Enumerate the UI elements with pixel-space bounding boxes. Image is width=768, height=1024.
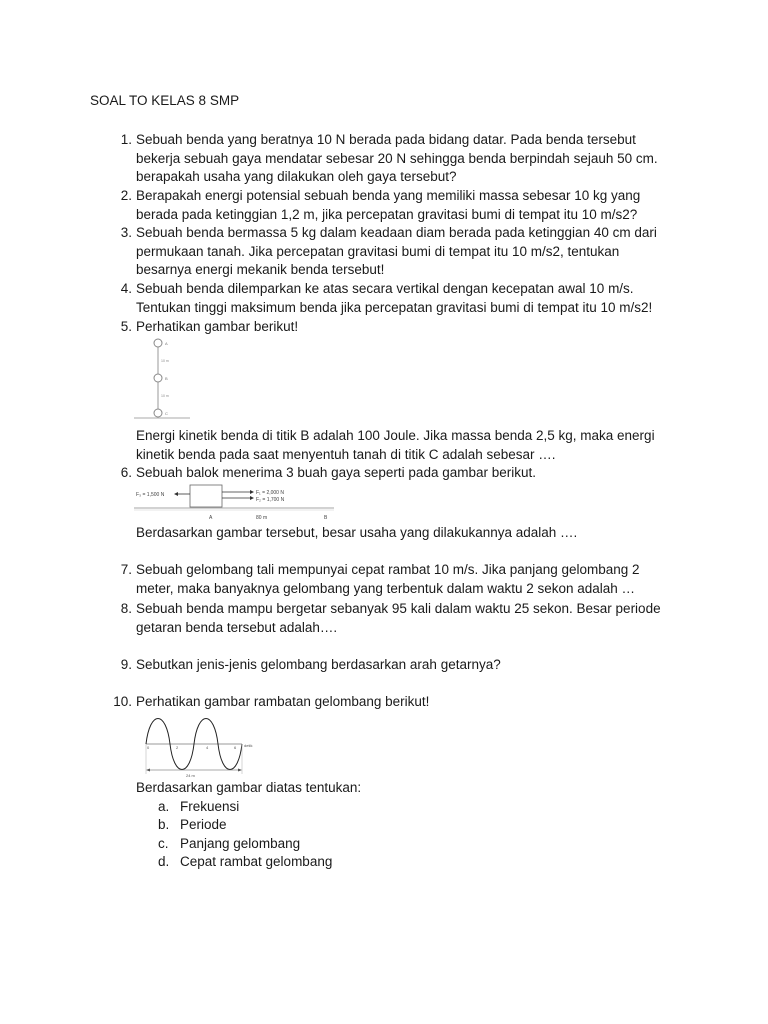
force-f2-label: F₂ = 1,700 N bbox=[256, 497, 285, 503]
figure-wave bbox=[140, 714, 262, 778]
question-line: Sebuah gelombang tali mempunyai cepat rambat 10 m/s. Jika panjang gelombang 2 bbox=[136, 562, 640, 577]
question-line: berapakah usaha yang dilakukan oleh gaya tersebut? bbox=[136, 169, 457, 185]
time-tick-4: 4 bbox=[206, 745, 209, 750]
question-line: Sebuah balok menerima 3 buah gaya seperti pada gambar berikut. bbox=[136, 465, 537, 480]
question-5-continuation bbox=[136, 427, 696, 464]
question-6 bbox=[120, 464, 696, 483]
question-10 bbox=[113, 693, 696, 712]
question-8 bbox=[120, 600, 696, 637]
segment-bc-label: 10 m bbox=[161, 394, 169, 398]
block bbox=[190, 485, 222, 507]
question-number: 7. bbox=[120, 562, 132, 577]
sub-item-text: Cepat rambat gelombang bbox=[180, 854, 333, 869]
sub-item-a bbox=[158, 798, 240, 817]
sub-item-text: Periode bbox=[180, 817, 227, 832]
force-f2-arrowhead bbox=[250, 496, 254, 500]
question-line: Perhatikan gambar berikut! bbox=[136, 319, 299, 334]
question-line: meter, maka banyaknya gelombang yang terbentuk dalam waktu 2 sekon adalah … bbox=[136, 580, 636, 596]
force-f3-arrowhead bbox=[174, 492, 178, 496]
question-line: kinetik benda pada saat menyentuh tanah di titik C adalah sebesar …. bbox=[136, 446, 556, 462]
question-line: Berdasarkan gambar diatas tentukan: bbox=[136, 780, 362, 795]
sub-item-text: Frekuensi bbox=[180, 799, 240, 814]
time-tick-0: 0 bbox=[147, 745, 150, 750]
sub-item-text: Panjang gelombang bbox=[180, 836, 301, 851]
segment-ab-label: 10 m bbox=[161, 359, 169, 363]
force-f1-label: F₁ = 2,000 N bbox=[256, 490, 284, 496]
question-5 bbox=[120, 318, 696, 337]
question-6-continuation bbox=[136, 524, 696, 543]
question-line: berada pada ketinggian 1,2 m, jika percepatan gravitasi bumi di tempat itu 10 m/s2? bbox=[136, 206, 638, 222]
question-number: 4. bbox=[120, 281, 132, 296]
question-1 bbox=[120, 131, 696, 187]
sub-item-b bbox=[158, 816, 227, 835]
question-line: Sebuah benda yang beratnya 10 N berada pada bidang datar. Pada benda tersebut bbox=[136, 132, 636, 147]
sub-item-label: c. bbox=[158, 836, 169, 851]
sub-item-label: a. bbox=[158, 799, 170, 814]
sub-item-label: d. bbox=[158, 854, 170, 869]
question-7 bbox=[120, 561, 696, 598]
question-number: 8. bbox=[120, 601, 132, 616]
label-c: C bbox=[165, 411, 168, 416]
time-unit-label: detik bbox=[244, 743, 253, 748]
question-number: 6. bbox=[120, 465, 132, 480]
figure-vertical-drop bbox=[134, 337, 190, 423]
question-line: Sebuah benda dilemparkan ke atas secara vertikal dengan kecepatan awal 10 m/s. bbox=[136, 281, 634, 296]
force-f1-arrowhead bbox=[250, 490, 254, 494]
question-line: Sebuah benda bermassa 5 kg dalam keadaan diam berada pada ketinggian 40 cm dari bbox=[136, 225, 657, 240]
question-9 bbox=[120, 656, 696, 675]
question-line: bekerja sebuah gaya mendatar sebesar 20 N sehingga benda berpindah sejauh 50 cm. bbox=[136, 150, 658, 166]
question-line: Sebutkan jenis-jenis gelombang berdasarkan arah getarnya? bbox=[136, 657, 501, 672]
question-line: Berdasarkan gambar tersebut, besar usaha yang dilakukannya adalah …. bbox=[136, 525, 578, 540]
question-4 bbox=[120, 280, 696, 317]
sub-item-d bbox=[158, 853, 333, 872]
point-b-label: B bbox=[324, 515, 328, 521]
figure-block-forces bbox=[134, 482, 334, 522]
question-line: permukaan tanah. Jika percepatan gravitasi bumi di tempat itu 10 m/s2, tentukan bbox=[136, 243, 620, 259]
dimension-arrow-right bbox=[238, 769, 242, 772]
distance-label: 80 m bbox=[256, 515, 268, 521]
question-number: 10. bbox=[113, 694, 132, 709]
document-title: SOAL TO KELAS 8 SMP bbox=[90, 93, 240, 108]
question-line: Tentukan tinggi maksimum benda jika percepatan gravitasi bumi di tempat itu 10 m/s2! bbox=[136, 299, 653, 315]
label-b: B bbox=[165, 376, 168, 381]
question-line: Berapakah energi potensial sebuah benda yang memiliki massa sebesar 10 kg yang bbox=[136, 188, 641, 203]
question-10-continuation bbox=[136, 779, 696, 798]
point-b-marker bbox=[154, 374, 162, 382]
question-number: 3. bbox=[120, 225, 132, 240]
question-line: getaran benda tersebut adalah…. bbox=[136, 619, 338, 635]
time-tick-6: 6 bbox=[234, 745, 237, 750]
point-c-marker bbox=[154, 409, 162, 417]
point-a-label: A bbox=[209, 515, 213, 521]
question-number: 9. bbox=[120, 657, 132, 672]
question-number: 5. bbox=[120, 319, 132, 334]
time-tick-2: 2 bbox=[176, 745, 179, 750]
dimension-arrow-left bbox=[146, 769, 150, 772]
question-number: 1. bbox=[120, 132, 132, 147]
question-line: Perhatikan gambar rambatan gelombang berikut! bbox=[136, 694, 430, 709]
label-a: A bbox=[165, 341, 168, 346]
question-line: besarnya energi mekanik benda tersebut! bbox=[136, 262, 385, 278]
sub-item-label: b. bbox=[158, 817, 170, 832]
sub-item-c bbox=[158, 835, 301, 854]
question-2 bbox=[120, 187, 696, 224]
question-number: 2. bbox=[120, 188, 132, 203]
question-line: Energi kinetik benda di titik B adalah 100 Joule. Jika massa benda 2,5 kg, maka energi bbox=[136, 428, 655, 443]
question-3 bbox=[120, 224, 696, 280]
force-f3-label: F₃ = 1,500 N bbox=[136, 492, 165, 498]
wavelength-label: 24 m bbox=[186, 773, 195, 778]
point-a-marker bbox=[154, 339, 162, 347]
question-line: Sebuah benda mampu bergetar sebanyak 95 kali dalam waktu 25 sekon. Besar periode bbox=[136, 601, 661, 616]
